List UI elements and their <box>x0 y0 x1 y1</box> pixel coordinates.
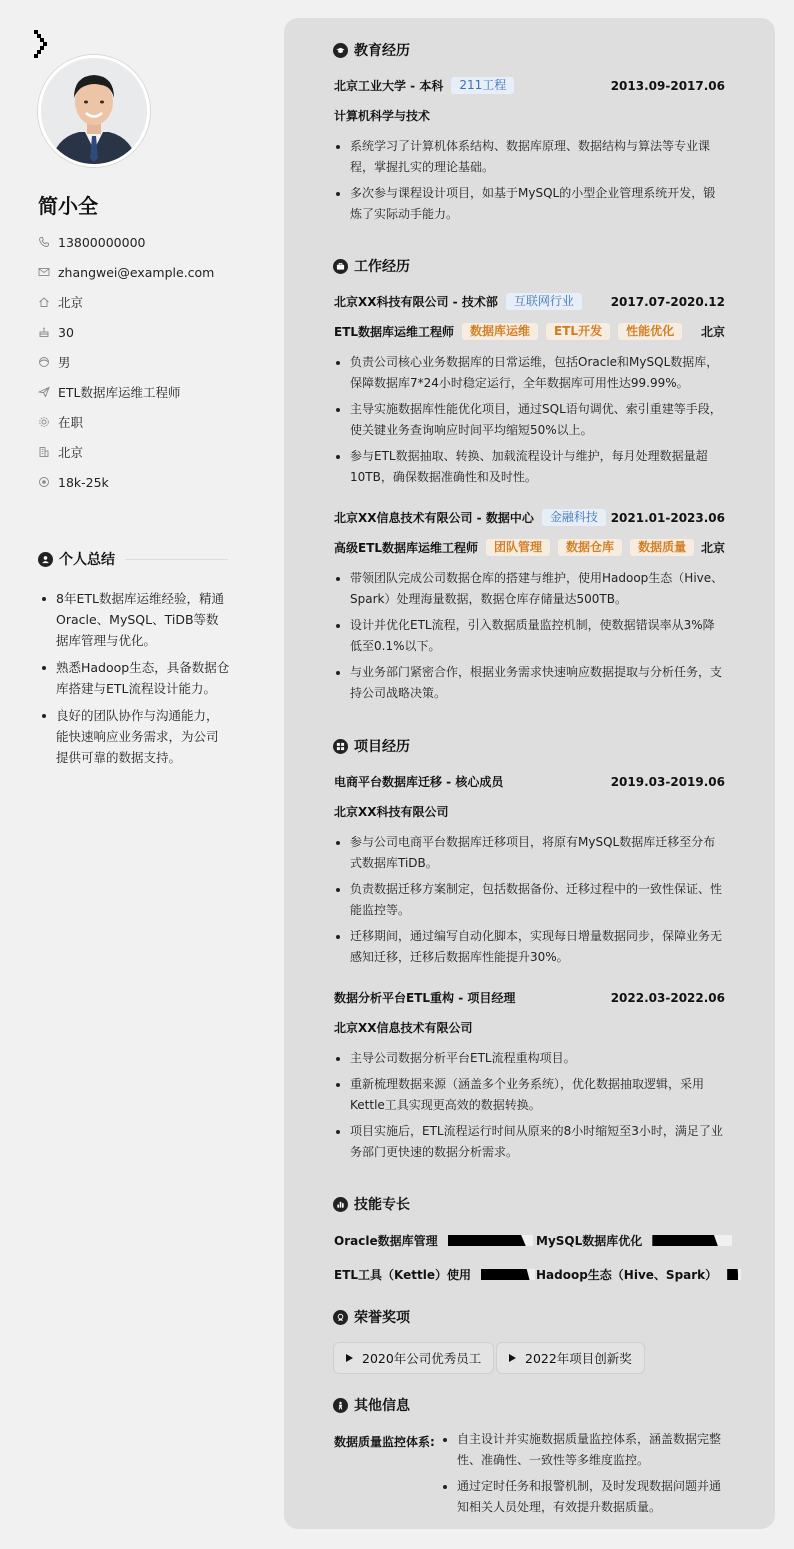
school-name: 北京工业大学 - 本科 <box>334 79 444 93</box>
other-bullets <box>441 1429 726 1523</box>
skill-level-fill <box>448 1235 526 1246</box>
education-section-header <box>333 40 726 60</box>
divider <box>420 50 726 51</box>
skill-tag: 数据库运维 <box>462 323 538 340</box>
gender-text: 男 <box>58 355 71 370</box>
award-label: 2020年公司优秀员工 <box>362 1351 482 1366</box>
project-1-bullets <box>334 832 726 973</box>
cake-icon <box>38 326 50 338</box>
salary-row <box>38 467 258 497</box>
education-period: 2013.09-2017.06 <box>610 78 725 93</box>
divider <box>420 1317 726 1318</box>
gender-row <box>38 347 258 377</box>
skills-section-header <box>333 1194 726 1214</box>
list-item: 参与公司电商平台数据库迁移项目，将原有MySQL数据库迁移至分布式数据库TiDB。 <box>334 832 726 874</box>
divider <box>125 559 228 560</box>
projects-section-header <box>333 736 726 756</box>
list-item: 熟悉Hadoop生态，具备数据仓库搭建与ETL流程设计能力。 <box>38 657 230 699</box>
phone-row <box>38 227 258 257</box>
briefcase-icon <box>333 259 348 274</box>
skill-tag: ETL开发 <box>546 323 610 340</box>
list-item: 系统学习了计算机体系结构、数据库原理、数据结构与算法等专业课程，掌握扎实的理论基础。 <box>334 136 726 178</box>
major-name: 计算机科学与技术 <box>334 109 431 123</box>
project-2-header-row <box>334 989 725 1006</box>
summary-section-header <box>38 549 228 569</box>
job-1-city: 北京 <box>700 325 725 339</box>
job-1-role-row <box>334 323 725 340</box>
project-1-header-row <box>334 773 725 790</box>
salary-text: 18k-25k <box>58 474 109 490</box>
skill-name: Hadoop生态（Hive、Spark） <box>536 1268 718 1282</box>
list-item: 自主设计并实施数据质量监控体系，涵盖数据完整性、准确性、一致性等多维度监控。 <box>441 1429 726 1471</box>
job-2-header-row <box>334 509 725 526</box>
list-item: 设计并优化ETL流程，引入数据质量监控机制，使数据错误率从3%降低至0.1%以下。 <box>334 615 726 657</box>
user-icon <box>38 552 53 567</box>
list-item: 8年ETL数据库运维经验，精通Oracle、MySQL、TiDB等数据库管理与优化。 <box>38 588 230 651</box>
skill-row <box>536 1266 741 1283</box>
project-2-company-row <box>334 1019 725 1036</box>
target-city-text: 北京 <box>58 445 84 460</box>
job-2-city: 北京 <box>700 541 725 555</box>
awards-title: 荣誉奖项 <box>354 1310 410 1326</box>
project-2-period: 2022.03-2022.06 <box>610 990 725 1005</box>
list-item: 与业务部门紧密合作，根据业务需求快速响应数据提取与分析任务，支持公司战略决策。 <box>334 662 726 704</box>
building-icon <box>38 446 50 458</box>
list-item: 通过定时任务和报警机制，及时发现数据问题并通知相关人员处理，有效提升数据质量。 <box>441 1476 726 1518</box>
project-1-name: 电商平台数据库迁移 - 核心成员 <box>334 775 504 789</box>
other-label: 数据质量监控体系: <box>334 1435 435 1449</box>
target-city-row <box>38 437 258 467</box>
play-triangle-icon <box>509 1354 516 1362</box>
grid-icon <box>333 739 348 754</box>
send-icon <box>38 386 50 398</box>
list-item: 重新梳理数据来源（涵盖多个业务系统），优化数据抽取逻辑，采用Kettle工具实现更高效的数据转换。 <box>334 1074 726 1116</box>
position-text: ETL数据库运维工程师 <box>58 385 181 400</box>
list-item: 良好的团队协作与沟通能力，能快速响应业务需求，为公司提供可靠的数据支持。 <box>38 705 230 768</box>
other-section-header <box>333 1395 726 1415</box>
job-2-company: 北京XX信息技术有限公司 - 数据中心 <box>334 511 534 525</box>
list-item: 迁移期间，通过编写自动化脚本，实现每日增量数据同步，保障业务无感知迁移，迁移后数据库性能提升30%。 <box>334 926 726 968</box>
email-row <box>38 257 258 287</box>
list-item: 负责公司核心业务数据库的日常运维，包括Oracle和MySQL数据库，保障数据库7*24小时稳定运行，全年数据库可用性达99.99%。 <box>334 352 726 394</box>
work-section-header <box>333 256 726 276</box>
skill-level-fill <box>652 1235 718 1246</box>
skill-row <box>334 1232 533 1249</box>
skill-tag: 数据仓库 <box>558 539 622 556</box>
skill-level-fill <box>481 1269 530 1280</box>
summary-title: 个人总结 <box>59 552 115 568</box>
education-title: 教育经历 <box>354 43 410 59</box>
list-item: 主导公司数据分析平台ETL流程重构项目。 <box>334 1048 726 1069</box>
skill-tag: 团队管理 <box>486 539 550 556</box>
school-tag: 211工程 <box>451 77 514 94</box>
job-1-period: 2017.07-2020.12 <box>610 294 725 309</box>
education-header-row <box>334 77 725 94</box>
avatar <box>38 55 150 167</box>
work-title: 工作经历 <box>354 259 410 275</box>
city-row <box>38 287 258 317</box>
phone-icon <box>38 236 50 248</box>
job-2-bullets <box>334 568 726 709</box>
job-1-industry-tag: 互联网行业 <box>506 293 582 310</box>
divider <box>420 1204 726 1205</box>
home-icon <box>38 296 50 308</box>
coin-icon <box>38 476 50 488</box>
email-text: zhangwei@example.com <box>58 264 215 280</box>
list-item: 主导实施数据库性能优化项目，通过SQL语句调优、索引重建等手段，使关键业务查询响应时间平均缩短50%以上。 <box>334 399 726 441</box>
job-1-company: 北京XX科技有限公司 - 技术部 <box>334 295 498 309</box>
job-2-period: 2021.01-2023.06 <box>610 510 725 525</box>
list-item: 项目实施后，ETL流程运行时间从原来的8小时缩短至3小时，满足了业务部门更快速的数据分析需求。 <box>334 1121 726 1163</box>
divider <box>420 266 726 267</box>
main-content-card <box>284 18 775 1529</box>
skill-row <box>334 1266 535 1283</box>
left-sidebar <box>0 0 270 1549</box>
list-item: 带领团队完成公司数据仓库的搭建与维护，使用Hadoop生态（Hive、Spark）处理海量数据，数据仓库存储量达500TB。 <box>334 568 726 610</box>
divider <box>420 1405 726 1406</box>
contact-info-list <box>38 227 258 497</box>
skill-row <box>536 1232 732 1249</box>
project-2-bullets <box>334 1048 726 1168</box>
project-1-period: 2019.03-2019.06 <box>610 774 725 789</box>
major-row <box>334 107 725 124</box>
award-label: 2022年项目创新奖 <box>525 1351 632 1366</box>
job-2-industry-tag: 金融科技 <box>542 509 606 526</box>
project-2-company: 北京XX信息技术有限公司 <box>334 1021 473 1035</box>
medal-icon <box>333 1310 348 1325</box>
skill-level-bar <box>652 1235 732 1246</box>
skill-name: Oracle数据库管理 <box>334 1234 438 1248</box>
project-2-name: 数据分析平台ETL重构 - 项目经理 <box>334 991 516 1005</box>
award-item <box>496 1342 645 1374</box>
status-row <box>38 407 258 437</box>
gender-icon <box>38 356 50 368</box>
city-text: 北京 <box>58 295 84 310</box>
job-2-role: 高级ETL数据库运维工程师 <box>334 541 479 555</box>
skills-title: 技能专长 <box>354 1197 410 1213</box>
skill-level-bar <box>448 1235 533 1246</box>
skill-level-bar <box>481 1269 535 1280</box>
avatar-portrait-icon <box>41 58 147 164</box>
awards-section-header <box>333 1307 726 1327</box>
graduation-cap-icon <box>333 43 348 58</box>
projects-title: 项目经历 <box>354 739 410 755</box>
age-row <box>38 317 258 347</box>
divider <box>420 746 726 747</box>
status-text: 在职 <box>58 415 84 430</box>
person-icon <box>333 1398 348 1413</box>
job-1-role: ETL数据库运维工程师 <box>334 325 455 339</box>
bar-chart-icon <box>333 1197 348 1212</box>
skill-name: ETL工具（Kettle）使用 <box>334 1268 471 1282</box>
award-item <box>333 1342 494 1374</box>
position-row <box>38 377 258 407</box>
gear-icon <box>38 416 50 428</box>
project-1-company: 北京XX科技有限公司 <box>334 805 449 819</box>
skill-tag: 数据质量 <box>630 539 694 556</box>
project-1-company-row <box>334 803 725 820</box>
skill-tag: 性能优化 <box>618 323 682 340</box>
skill-name: MySQL数据库优化 <box>536 1234 643 1248</box>
list-item: 参与ETL数据抽取、转换、加载流程设计与维护，每月处理数据量超10TB，确保数据准确性和及时性。 <box>334 446 726 488</box>
list-item: 负责数据迁移方案制定，包括数据备份、迁移过程中的一致性保证、性能监控等。 <box>334 879 726 921</box>
age-text: 30 <box>58 324 74 340</box>
brand-logo-icon <box>32 30 52 60</box>
summary-list <box>38 588 230 774</box>
skill-level-fill <box>727 1269 738 1280</box>
list-item: 多次参与课程设计项目，如基于MySQL的小型企业管理系统开发，锻炼了实际动手能力。 <box>334 183 726 225</box>
candidate-name: 简小全 <box>38 194 98 218</box>
play-triangle-icon <box>346 1354 353 1362</box>
job-1-header-row <box>334 293 725 310</box>
education-bullets <box>334 136 726 230</box>
job-2-role-row <box>334 539 725 556</box>
mail-icon <box>38 266 50 278</box>
phone-text: 13800000000 <box>58 234 146 250</box>
other-title: 其他信息 <box>354 1398 410 1414</box>
job-1-bullets <box>334 352 726 493</box>
skill-level-bar <box>727 1269 741 1280</box>
